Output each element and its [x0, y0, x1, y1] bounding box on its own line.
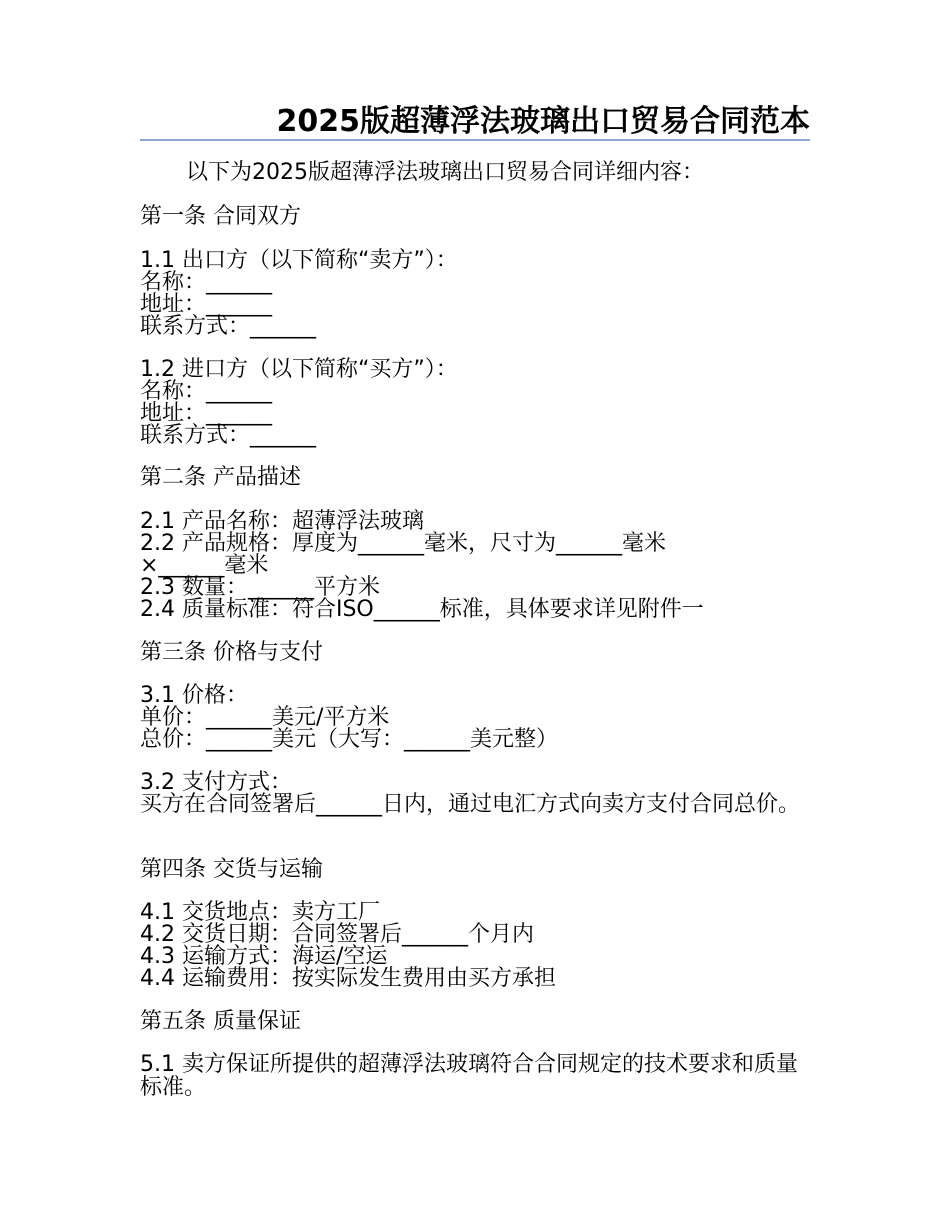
seller-contact-line: 联系方式：______: [140, 314, 317, 339]
delivery-date-line: 4.2 交货日期：合同签署后______个月内: [140, 922, 534, 947]
buyer-heading: 1.2 进口方（以下简称“买方”）：: [140, 357, 458, 382]
buyer-address-line: 地址：______: [140, 401, 273, 426]
price-heading: 3.1 价格：: [140, 683, 248, 708]
document-title: 2025版超薄浮法玻璃出口贸易合同范本: [276, 104, 810, 139]
payment-paragraph: 买方在合同签署后______日内，通过电汇方式向卖方支付合同总价。: [140, 792, 801, 817]
transport-cost-line: 4.4 运输费用：按实际发生费用由买方承担: [140, 966, 556, 991]
delivery-place-line: 4.1 交货地点：卖方工厂: [140, 900, 380, 925]
buyer-contact-line: 联系方式：______: [140, 423, 317, 448]
seller-address-line: 地址：______: [140, 292, 273, 317]
product-quantity-line: 2.3 数量：______平方米: [140, 575, 380, 600]
product-spec-continued: ×______毫米: [140, 553, 269, 578]
total-price-line: 总价：______美元（大写：______美元整）: [140, 727, 559, 752]
article-2-heading: 第二条 产品描述: [140, 465, 301, 490]
product-name-line: 2.1 产品名称：超薄浮法玻璃: [140, 509, 424, 534]
intro-paragraph: 以下为2025版超薄浮法玻璃出口贸易合同详细内容：: [186, 160, 704, 185]
article-3-heading: 第三条 价格与支付: [140, 640, 323, 665]
buyer-name-line: 名称：______: [140, 379, 273, 404]
seller-heading: 1.1 出口方（以下简称“卖方”）：: [140, 248, 458, 273]
product-quality-line: 2.4 质量标准：符合ISO______标准，具体要求详见附件一: [140, 597, 704, 622]
transport-method-line: 4.3 运输方式：海运/空运: [140, 944, 388, 969]
quality-guarantee-paragraph: 5.1 卖方保证所提供的超薄浮法玻璃符合合同规定的技术要求和质量标准。: [140, 1052, 798, 1100]
article-5-heading: 第五条 质量保证: [140, 1009, 301, 1034]
product-spec-line: 2.2 产品规格：厚度为______毫米，尺寸为______毫米: [140, 531, 666, 556]
article-4-heading: 第四条 交货与运输: [140, 857, 323, 882]
payment-heading: 3.2 支付方式：: [140, 770, 292, 795]
seller-name-line: 名称：______: [140, 270, 273, 295]
unit-price-line: 单价：______美元/平方米: [140, 705, 390, 730]
article-1-heading: 第一条 合同双方: [140, 204, 301, 229]
title-underline: [140, 139, 810, 141]
